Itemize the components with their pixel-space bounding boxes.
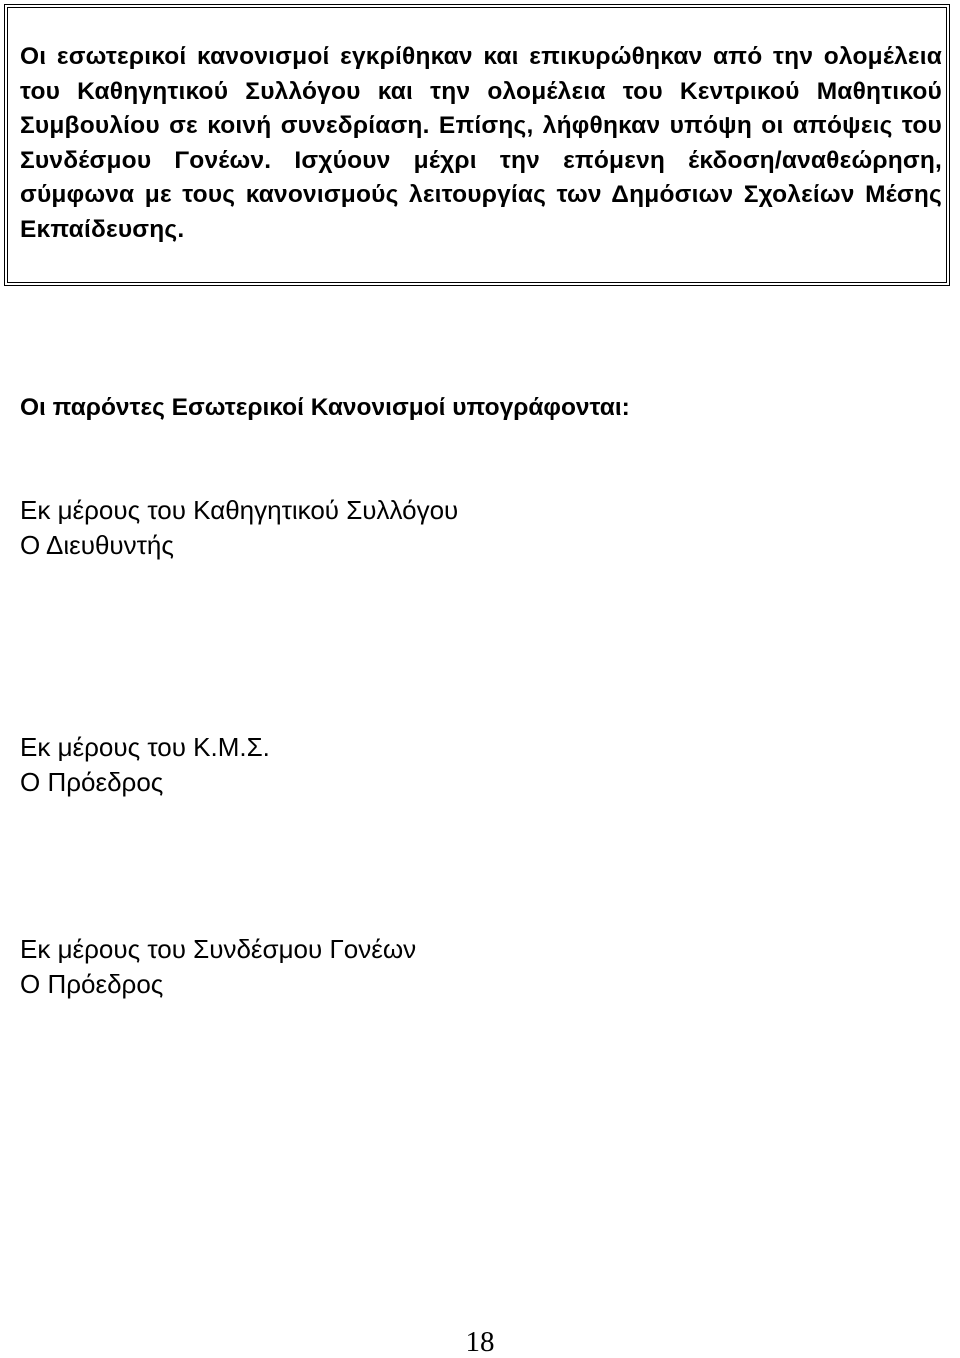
signature-block-teachers <box>20 493 458 563</box>
signature-role: Ο Πρόεδρος <box>20 969 164 999</box>
signature-block-parents <box>20 932 416 1002</box>
approval-notice-text: Οι εσωτερικοί κανονισμοί εγκρίθηκαν και επικυρώθηκαν από την ολομέλεια του Καθηγητικού Συλλόγου και την ολομέλεια του Κεντρικού Μαθητικού Συμβουλίου σε κοινή συνεδρίαση. Επίσης, λήφθηκαν υπόψη οι απόψεις του Συνδέσμου Γονέων. Ισχύουν μέχρι την επόμενη έκδοση/αναθεώρηση, σύμφωνα με τους κανονισμούς λειτουργίας των Δημόσιων Σχολείων Μέσης Εκπαίδευσης. <box>20 43 942 243</box>
signing-heading: Οι παρόντες Εσωτερικοί Κανονισμοί υπογράφονται: <box>20 394 630 421</box>
page-number: 18 <box>465 1326 495 1358</box>
signature-role: Ο Πρόεδρος <box>20 767 164 797</box>
signature-on-behalf: Εκ μέρους του Καθηγητικού Συλλόγου <box>20 495 459 525</box>
signature-role: Ο Διευθυντής <box>20 530 174 560</box>
signature-block-student-council <box>20 730 270 800</box>
signature-on-behalf: Εκ μέρους του Συνδέσμου Γονέων <box>20 934 417 964</box>
signature-on-behalf: Εκ μέρους του Κ.Μ.Σ. <box>20 732 270 762</box>
